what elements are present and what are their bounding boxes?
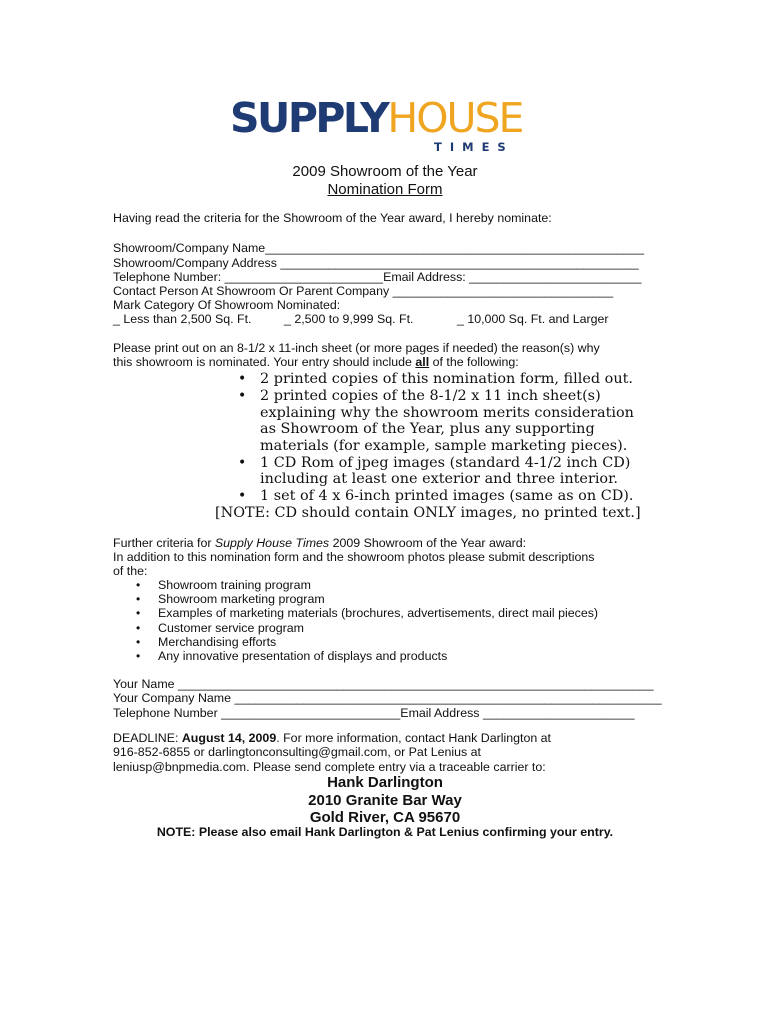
field-showroom-name[interactable]: Showroom/Company Name_______________________________________________________ (113, 241, 645, 255)
instructions-line2 (113, 355, 519, 369)
instructions-emphasis: all (415, 355, 430, 369)
criteria-item: Any innovative presentation of displays and products (158, 649, 448, 663)
bullet-icon: • (238, 371, 247, 387)
requirement-item: 1 CD Rom of jpeg images (standard 4-1/2 inch CD) (260, 455, 631, 471)
requirement-item-cont: materials (for example, sample marketing pieces). (260, 438, 628, 454)
final-note: NOTE: Please also email Hank Darlington & Pat Lenius confirming your entry. (156, 825, 614, 839)
field-showroom-address[interactable]: Showroom/Company Address ____________________________________________________ (113, 256, 639, 270)
bullet-icon: • (136, 578, 141, 592)
address-name: Hank Darlington (327, 774, 443, 791)
logo-house-text: HOUSE (387, 94, 523, 142)
requirement-item: 2 printed copies of this nomination form, filled out. (260, 371, 633, 387)
logo-wordmark (230, 96, 522, 140)
bullet-icon: • (238, 388, 247, 404)
intro-text: Having read the criteria for the Showroom of the Year award, I hereby nominate: (113, 211, 552, 225)
further-text-end: 2009 Showroom of the Year award: (329, 536, 527, 550)
bullet-icon: • (136, 606, 141, 620)
deadline-line2: 916-852-6855 or darlingtonconsulting@gmail.com, or Pat Lenius at (113, 745, 481, 759)
further-text: Further criteria for (113, 536, 215, 550)
requirement-item: 1 set of 4 x 6-inch printed images (same as on CD). (260, 488, 634, 504)
criteria-item: Showroom marketing program (158, 592, 325, 606)
bullet-icon: • (136, 635, 141, 649)
bullet-icon: • (238, 455, 247, 471)
deadline-date: August 14, 2009 (181, 731, 277, 745)
criteria-item: Merchandising efforts (158, 635, 277, 649)
instructions-text: this showroom is nominated. Your entry should include (113, 355, 416, 369)
requirement-item-cont: as Showroom of the Year, plus any supporting (260, 421, 595, 437)
category-option-large[interactable]: _ 10,000 Sq. Ft. and Larger (457, 312, 609, 326)
bullet-icon: • (136, 621, 141, 635)
deadline-line1 (113, 731, 551, 745)
field-your-name[interactable]: Your Name _____________________________________________________________________ (113, 677, 654, 691)
field-your-telephone-email[interactable]: Telephone Number __________________________Email Address ______________________ (113, 706, 635, 720)
cd-note: [NOTE: CD should contain ONLY images, no printed text.] (215, 505, 641, 521)
further-criteria-heading (113, 536, 526, 550)
deadline-line3: leniusp@bnpmedia.com. Please send complete entry via a traceable carrier to: (113, 760, 546, 774)
address-street: 2010 Granite Bar Way (308, 792, 462, 809)
criteria-item: Showroom training program (158, 578, 311, 592)
form-subtitle: Nomination Form (327, 181, 443, 198)
requirement-item: 2 printed copies of the 8-1/2 x 11 inch sheet(s) (260, 388, 601, 404)
supply-house-times-logo (222, 92, 548, 162)
publication-name: Supply House Times (214, 536, 330, 550)
requirement-item-cont: including at least one exterior and three interior. (260, 471, 618, 487)
deadline-label: DEADLINE: (113, 731, 182, 745)
field-your-company[interactable]: Your Company Name ______________________________________________________________ (113, 691, 662, 705)
category-label: Mark Category Of Showroom Nominated: (113, 298, 341, 312)
bullet-icon: • (238, 488, 247, 504)
bullet-icon: • (136, 592, 141, 606)
instructions-line1: Please print out on an 8-1/2 x 11-inch sheet (or more pages if needed) the reason(s) why (113, 341, 600, 355)
instructions-text-end: of the following: (429, 355, 519, 369)
requirement-item-cont: explaining why the showroom merits consideration (260, 405, 634, 421)
further-criteria-line2: In addition to this nomination form and the showroom photos please submit descriptions (113, 550, 595, 564)
field-contact-person[interactable]: Contact Person At Showroom Or Parent Company ________________________________ (113, 284, 614, 298)
criteria-item: Examples of marketing materials (brochures, advertisements, direct mail pieces) (158, 606, 599, 620)
logo-times-text: TIMES (434, 140, 514, 154)
criteria-item: Customer service program (158, 621, 304, 635)
address-city: Gold River, CA 95670 (309, 809, 461, 826)
form-title: 2009 Showroom of the Year (292, 163, 478, 180)
logo-supply-text: SUPPLY (230, 94, 388, 142)
field-telephone-email[interactable]: Telephone Number: _______________________Email Address: _________________________ (113, 270, 642, 284)
category-option-medium[interactable]: _ 2,500 to 9,999 Sq. Ft. (284, 312, 414, 326)
category-option-small[interactable]: _ Less than 2,500 Sq. Ft. (113, 312, 252, 326)
bullet-icon: • (136, 649, 141, 663)
deadline-text: . For more information, contact Hank Darlington at (276, 731, 551, 745)
further-criteria-line3: of the: (113, 564, 148, 578)
